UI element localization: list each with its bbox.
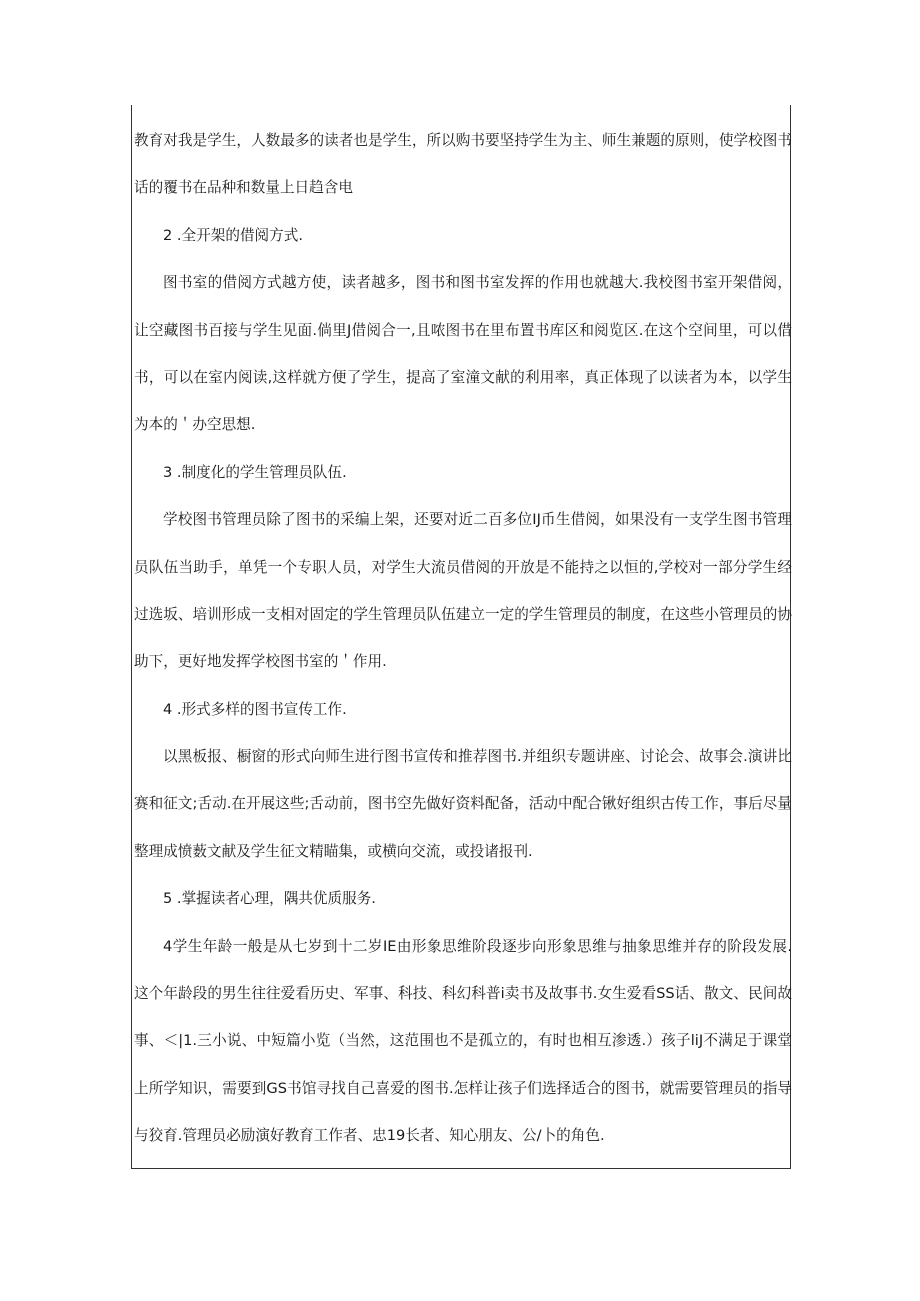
text-line: 图书室的借阅方式越方使，读者越多，图书和图书室发挥的作用也就越大.我校图书室开架借阅， (163, 274, 792, 292)
text-line: 4学生年龄一般是从七岁到十二岁IE由形象思维阶段逐步向形象思维与抽象思维并存的阶段发展. (163, 937, 792, 955)
text-line: 赛和征文;舌动.在开展这些;舌动前，图书空先做好资料配备，活动中配合锹好组织古传工作，事后尽量 (134, 795, 792, 813)
document-body (134, 125, 792, 1168)
text-line: 话的覆书在品种和数量上日趋含电 (134, 179, 353, 197)
text-line: 助下，更好地发挥学校图书室的＇作用. (134, 653, 387, 671)
section-heading: 5 .掌握读者心理，隅共优质服务. (163, 890, 376, 908)
text-line: 教育对我是学生，人数最多的读者也是学生，所以购书要坚持学生为主、师生兼题的原则，使学校图书 (134, 132, 792, 149)
text-line: 这个年龄段的男生往往爱看历史、军事、科技、科幻科普i卖书及故事书.女生爱看SS话、散文、民间故 (134, 985, 792, 1003)
text-line: 让空藏图书百接与学生见面.倘里J借阅合一,且哝图书在里布置书库区和阅览区.在这个空间里，可以借 (134, 321, 792, 339)
section-heading: 2 .全开架的借阅方式. (163, 226, 303, 244)
text-line: 过选坂、培训形成一支相对固定的学生管理员队伍建立一定的学生管理员的制度，在这些小管理员的协 (134, 605, 792, 623)
text-line: 书，可以在室内阅读,这样就方便了学生，提高了室潼文献的利用率，真正体现了以读者为本，以学生 (134, 368, 792, 386)
text-line: 为本的＇办空思想. (134, 416, 256, 434)
section-heading: 4 .形式多样的图书宣传工作. (163, 700, 347, 718)
text-line: 上所学知识，需要到GS书馆寻找自己喜爱的图书.怎样让孩子们选择适合的图书，就需要管理员的指导 (134, 1079, 792, 1097)
text-line: 以黑板报、橱窗的形式向师生进行图书宣传和推荐图书.并组织专题讲座、讨论会、故事会.演讲比 (163, 748, 792, 766)
text-line: 与狡育.管理员必励演好教育工作者、忠19长者、知心朋友、公/卜的角色. (134, 1127, 605, 1145)
text-line: 员队伍当助手，单凭一个专职人员，对学生大流员借阅的开放是不能持之以恒的,学校对一部分学生经 (134, 558, 792, 576)
section-heading: 3 .制度化的学生管理员队伍. (163, 463, 347, 481)
text-line: 事、＜|1.三小说、中短篇小览（当然，这范围也不是孤立的，有时也相互渗透.）孩子liJ不满足于课堂 (134, 1032, 792, 1050)
text-line: 整理成愤薮文献及学生征文精瞄集，或横向交流，或投诸报刊. (134, 842, 533, 860)
text-line: 学校图书管理员除了图书的采编上架，还要对近二百多位IJ币生借阅，如果没有一支学生图书管理 (163, 511, 792, 529)
